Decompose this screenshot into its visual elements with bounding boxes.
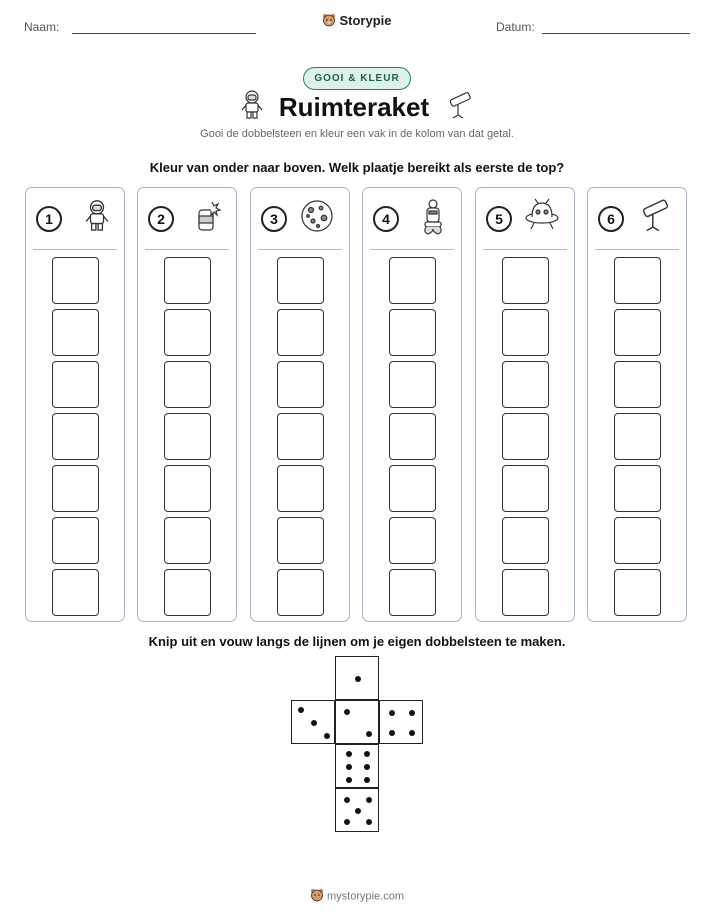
column-6 — [587, 187, 687, 622]
color-box[interactable] — [502, 465, 549, 512]
color-box[interactable] — [277, 465, 324, 512]
column-header — [476, 198, 574, 242]
die-pip — [409, 730, 415, 736]
column-divider — [483, 249, 567, 250]
telescope-icon — [636, 198, 672, 237]
color-box[interactable] — [164, 569, 211, 616]
astronaut-icon — [84, 198, 110, 239]
color-box[interactable] — [389, 361, 436, 408]
color-box[interactable] — [502, 517, 549, 564]
color-box[interactable] — [164, 257, 211, 304]
column-4 — [362, 187, 462, 622]
color-box[interactable] — [389, 517, 436, 564]
die-pip — [364, 764, 370, 770]
die-pip — [344, 819, 350, 825]
column-header — [26, 198, 124, 242]
column-number: 1 — [36, 206, 62, 232]
footer — [0, 888, 714, 905]
color-box[interactable] — [389, 413, 436, 460]
column-3 — [250, 187, 350, 622]
column-number: 5 — [486, 206, 512, 232]
category-badge: GOOI & KLEUR — [303, 67, 410, 90]
color-box[interactable] — [614, 413, 661, 460]
die-pip — [409, 710, 415, 716]
die-pip — [366, 731, 372, 737]
die-face-6 — [335, 744, 379, 788]
color-box[interactable] — [502, 309, 549, 356]
die-pip — [366, 797, 372, 803]
date-label: Datum: — [496, 20, 535, 34]
die-face-1 — [335, 656, 379, 700]
color-box[interactable] — [52, 257, 99, 304]
name-label: Naam: — [24, 20, 60, 34]
name-line[interactable] — [72, 33, 256, 34]
die-pip — [324, 733, 330, 739]
column-5 — [475, 187, 575, 622]
color-box[interactable] — [277, 361, 324, 408]
column-divider — [258, 249, 342, 250]
die-pip — [344, 709, 350, 715]
color-box[interactable] — [614, 361, 661, 408]
column-number: 4 — [373, 206, 399, 232]
soda-can-icon — [194, 198, 222, 239]
die-pip — [355, 676, 361, 682]
die-pip — [364, 751, 370, 757]
date-line[interactable] — [542, 33, 690, 34]
bear-logo-icon — [310, 888, 324, 905]
color-box[interactable] — [164, 309, 211, 356]
color-box[interactable] — [52, 413, 99, 460]
color-box[interactable] — [277, 309, 324, 356]
color-box[interactable] — [502, 569, 549, 616]
column-header — [588, 198, 686, 242]
space-robot-icon — [419, 198, 447, 241]
subtitle: Gooi de dobbelsteen en kleur een vak in de kolom van dat getal. — [200, 128, 514, 140]
die-face-2 — [335, 700, 379, 744]
color-box[interactable] — [277, 257, 324, 304]
die-instruction: Knip uit en vouw langs de lijnen om je eigen dobbelsteen te maken. — [148, 634, 566, 649]
die-pip — [346, 764, 352, 770]
color-box[interactable] — [614, 257, 661, 304]
column-divider — [145, 249, 229, 250]
column-header — [251, 198, 349, 242]
column-divider — [33, 249, 117, 250]
bear-logo-icon — [322, 13, 336, 30]
color-box[interactable] — [277, 569, 324, 616]
column-number: 6 — [598, 206, 624, 232]
color-box[interactable] — [502, 361, 549, 408]
column-number: 2 — [148, 206, 174, 232]
color-box[interactable] — [502, 257, 549, 304]
column-1 — [25, 187, 125, 622]
column-header — [138, 198, 236, 242]
color-box[interactable] — [164, 361, 211, 408]
die-face-3 — [291, 700, 335, 744]
color-box[interactable] — [52, 361, 99, 408]
color-box[interactable] — [277, 517, 324, 564]
die-pip — [298, 707, 304, 713]
storypie-logo — [0, 13, 714, 30]
color-box[interactable] — [389, 257, 436, 304]
die-pip — [346, 751, 352, 757]
column-divider — [595, 249, 679, 250]
die-pip — [311, 720, 317, 726]
die-pip — [355, 808, 361, 814]
die-pip — [364, 777, 370, 783]
column-2 — [137, 187, 237, 622]
color-box[interactable] — [52, 465, 99, 512]
astronaut-icon — [240, 90, 264, 125]
logo-text: Storypie — [339, 13, 392, 28]
color-box[interactable] — [389, 465, 436, 512]
die-pip — [346, 777, 352, 783]
color-box[interactable] — [614, 309, 661, 356]
moon-icon — [299, 198, 335, 239]
die-face-5 — [335, 788, 379, 832]
color-box[interactable] — [164, 517, 211, 564]
color-box[interactable] — [614, 465, 661, 512]
color-box[interactable] — [389, 569, 436, 616]
color-box[interactable] — [614, 517, 661, 564]
color-box[interactable] — [614, 569, 661, 616]
color-box[interactable] — [164, 465, 211, 512]
color-box[interactable] — [277, 413, 324, 460]
color-box[interactable] — [52, 569, 99, 616]
column-divider — [370, 249, 454, 250]
color-box[interactable] — [52, 309, 99, 356]
die-face-4 — [379, 700, 423, 744]
die-pip — [344, 797, 350, 803]
die-pip — [366, 819, 372, 825]
footer-url: mystorypie.com — [326, 890, 405, 903]
page-title: Ruimteraket — [278, 92, 430, 122]
telescope-icon — [444, 91, 474, 124]
die-pip — [389, 730, 395, 736]
alien-ufo-icon — [524, 198, 560, 237]
color-box[interactable] — [52, 517, 99, 564]
column-number: 3 — [261, 206, 287, 232]
instruction-heading: Kleur van onder naar boven. Welk plaatje bereikt als eerste de top? — [149, 160, 565, 175]
color-box[interactable] — [502, 413, 549, 460]
color-box[interactable] — [164, 413, 211, 460]
column-header — [363, 198, 461, 242]
die-pip — [389, 710, 395, 716]
color-box[interactable] — [389, 309, 436, 356]
